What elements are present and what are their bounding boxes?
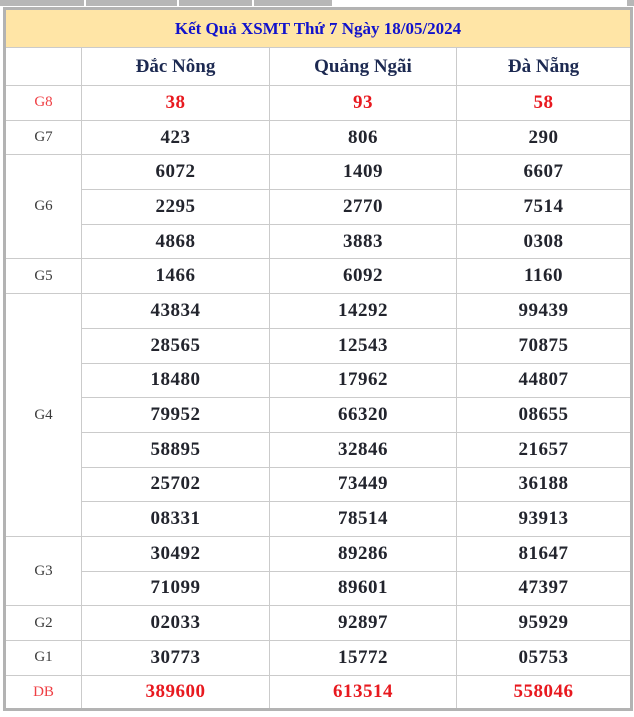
tab-stub[interactable] [0,0,84,6]
column-header-dac-nong: Đắc Nông [82,48,270,86]
prize-value: 6072 [82,155,270,190]
prize-value: 25702 [82,467,270,502]
prize-value: 99439 [457,294,632,329]
prize-value: 290 [457,120,632,155]
prize-value: 28565 [82,328,270,363]
prize-value: 613514 [270,675,457,710]
prize-value: 08655 [457,398,632,433]
prize-value: 17962 [270,363,457,398]
prize-value: 93913 [457,502,632,537]
lottery-results-table [3,7,633,711]
prize-value: 70875 [457,328,632,363]
prize-value: 73449 [270,467,457,502]
prize-value: 14292 [270,294,457,329]
prize-value: 1466 [82,259,270,294]
prize-value: 7514 [457,190,632,225]
prize-value: 2770 [270,190,457,225]
prize-value: 6607 [457,155,632,190]
prize-value: 58 [457,86,632,121]
prize-value: 78514 [270,502,457,537]
prize-value: 30773 [82,641,270,676]
prize-value: 71099 [82,571,270,606]
prize-value: 81647 [457,536,632,571]
prize-value: 558046 [457,675,632,710]
prize-value: 92897 [270,606,457,641]
prize-label-g8: G8 [5,86,82,121]
table-title: Kết Quả XSMT Thứ 7 Ngày 18/05/2024 [5,9,632,48]
corner-cell [5,48,82,86]
prize-value: 12543 [270,328,457,363]
prize-value: 95929 [457,606,632,641]
prize-value: 32846 [270,432,457,467]
column-header-da-nang: Đà Nẵng [457,48,632,86]
tab-stub[interactable] [179,0,252,6]
prize-value: 389600 [82,675,270,710]
prize-value: 1409 [270,155,457,190]
tab-stub[interactable] [86,0,177,6]
prize-value: 58895 [82,432,270,467]
prize-label-g7: G7 [5,120,82,155]
prize-value: 02033 [82,606,270,641]
prize-value: 0308 [457,224,632,259]
prize-value: 423 [82,120,270,155]
prize-value: 30492 [82,536,270,571]
prize-value: 2295 [82,190,270,225]
prize-label-g6: G6 [5,155,82,259]
prize-value: 93 [270,86,457,121]
prize-value: 36188 [457,467,632,502]
prize-value: 08331 [82,502,270,537]
prize-value: 05753 [457,641,632,676]
prize-value: 4868 [82,224,270,259]
prize-label-g1: G1 [5,641,82,676]
prize-value: 15772 [270,641,457,676]
prize-value: 44807 [457,363,632,398]
prize-value: 79952 [82,398,270,433]
prize-value: 21657 [457,432,632,467]
prize-value: 43834 [82,294,270,329]
prize-label-g3: G3 [5,536,82,605]
prize-value: 66320 [270,398,457,433]
prize-value: 806 [270,120,457,155]
tab-stub[interactable] [254,0,332,6]
top-tab-strip [0,0,634,7]
prize-value: 6092 [270,259,457,294]
prize-label-db: DB [5,675,82,710]
column-header-quang-ngai: Quảng Ngãi [270,48,457,86]
prize-value: 18480 [82,363,270,398]
tab-stub[interactable] [627,0,634,6]
prize-value: 3883 [270,224,457,259]
prize-value: 47397 [457,571,632,606]
prize-label-g2: G2 [5,606,82,641]
prize-label-g4: G4 [5,294,82,537]
prize-value: 89286 [270,536,457,571]
prize-value: 89601 [270,571,457,606]
prize-value: 1160 [457,259,632,294]
prize-value: 38 [82,86,270,121]
prize-label-g5: G5 [5,259,82,294]
